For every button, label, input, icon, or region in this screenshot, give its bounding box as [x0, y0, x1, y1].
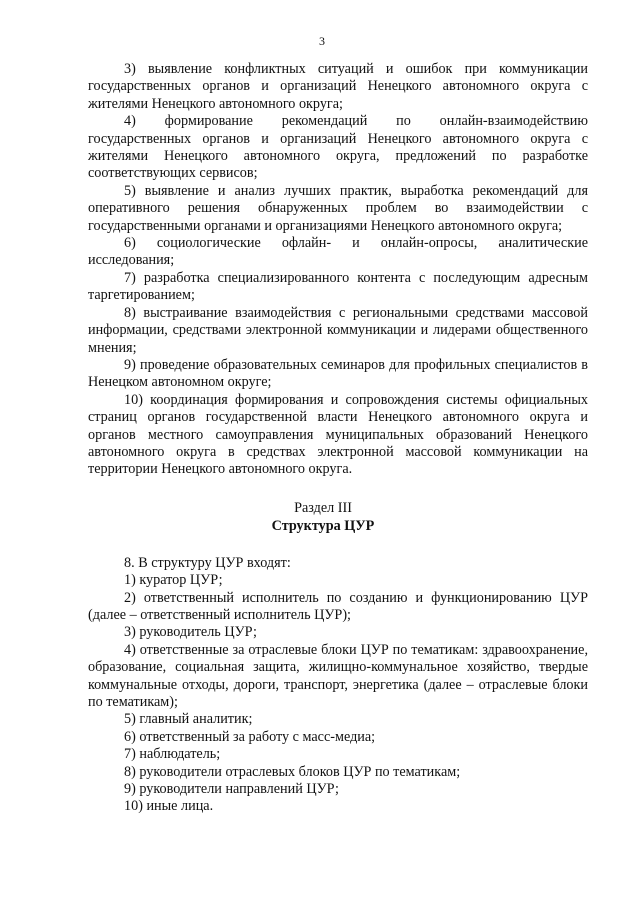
list-item: 5) главный аналитик; — [124, 711, 253, 728]
section-label: Раздел III — [294, 499, 352, 516]
section-title: Структура ЦУР — [271, 517, 375, 534]
list-item: 10) иные лица. — [124, 798, 214, 815]
list-item: 10) координация формирования и сопровождения системы официальных страниц органов государственной власти Ненецкого автономного округа и органов местного самоуправления муниципальных образований Ненецкого автономного округа в средствах электронной массовой коммуникации на территории Ненецкого автономного округа. — [88, 391, 588, 478]
page-number: 3 — [319, 34, 325, 48]
list-item: 5) выявление и анализ лучших практик, выработка рекомендаций для оперативного решения обнаруженных проблем во взаимодействии с государственными органами и организациями Ненецкого автономного округа; — [88, 182, 588, 234]
list-item: 1) куратор ЦУР; — [124, 572, 223, 589]
list-item: 2) ответственный исполнитель по созданию и функционированию ЦУР (далее – ответственный исполнитель ЦУР); — [88, 589, 588, 623]
list-item: 4) формирование рекомендаций по онлайн-взаимодействию государственных органов и организаций Ненецкого автономного округа с жителями Ненецкого автономного округа, предложений по разработке соответствующих сервисов; — [88, 113, 588, 182]
list-item: 8) выстраивание взаимодействия с региональными средствами массовой информации, средствами электронной коммуникации и лидерами общественного мнения; — [88, 304, 588, 356]
list-item: 9) проведение образовательных семинаров для профильных специалистов в Ненецком автономном округе; — [88, 356, 588, 391]
list-item: 3) выявление конфликтных ситуаций и ошибок при коммуникации государственных органов и организаций Ненецкого автономного округа с жителями Ненецкого автономного округа; — [88, 61, 588, 112]
list-item: 8) руководители отраслевых блоков ЦУР по тематикам; — [124, 763, 461, 780]
list-item: 6) социологические офлайн- и онлайн-опросы, аналитические исследования; — [88, 235, 588, 269]
list-item: 4) ответственные за отраслевые блоки ЦУР по тематикам: здравоохранение, образование, социальная защита, жилищно-коммунальное хозяйство, твердые коммунальные отходы, дороги, транспорт, энергетика (далее – отраслевые блоки по тематикам); — [88, 641, 588, 710]
list-item: 3) руководитель ЦУР; — [124, 624, 257, 641]
list-item: 7) наблюдатель; — [124, 746, 221, 763]
list-item: 9) руководители направлений ЦУР; — [124, 781, 339, 798]
list-item: 6) ответственный за работу с масс-медиа; — [124, 728, 376, 745]
list-item: 7) разработка специализированного контента с последующим адресным таргетированием; — [88, 269, 588, 304]
structure-intro: 8. В структуру ЦУР входят: — [124, 554, 291, 571]
